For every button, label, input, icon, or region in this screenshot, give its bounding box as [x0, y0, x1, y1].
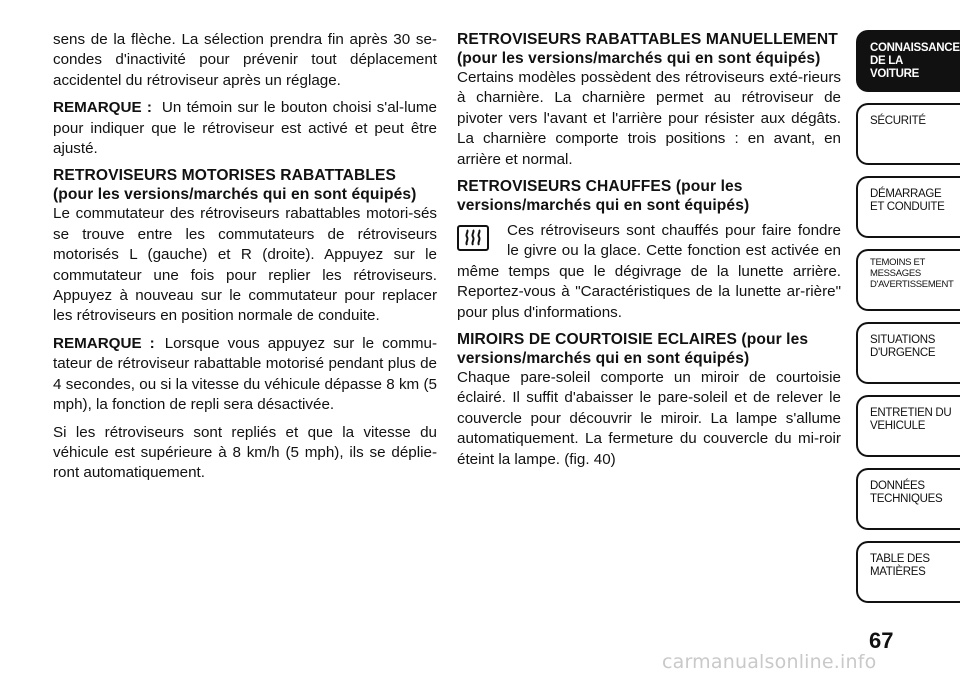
paragraph: Certains modèles possèdent des rétroviseurs exté-rieurs à charnière. La charnière permet au rétroviseur de pivoter vers l'avant et l'arrière pour résister aux dégâts. La charnière comporte trois positions : en avant, en arrière et normal.	[457, 69, 841, 168]
tab-demarrage[interactable]: DÉMARRAGE ET CONDUITE	[856, 176, 960, 238]
heading-qualifier: (pour les versions/marchés qui en sont équipés)	[53, 186, 417, 204]
page-number: 67	[869, 628, 894, 653]
tab-temoins[interactable]: TEMOINS ET MESSAGES D'AVERTISSEMENT	[856, 249, 960, 311]
tab-table[interactable]: TABLE DES MATIÈRES	[856, 541, 960, 603]
tab-connaissance[interactable]: CONNAISSANCE DE LA VOITURE	[856, 30, 960, 92]
paragraph-text: Ces rétroviseurs sont chauffés pour faire fondre le givre ou la glace. Cette fonction est activée en même temps que le dégivrage de la lunette arrière. Reportez-vous à "Caractéristiques de la lunette ar-rière" pour plus d'informations.	[457, 222, 841, 321]
paragraph: Le commutateur des rétroviseurs rabattables motori-sés se trouve entre les commutateurs de rétroviseurs motorisés L (gauche) et R (droite). Appuyez sur le commutateur une fois pour replier les rétroviseurs. Appuyez à nouveau sur le commutateur pour replacer les rétroviseurs en position normale de conduite.	[53, 205, 437, 325]
tab-situations[interactable]: SITUATIONS D'URGENCE	[856, 322, 960, 384]
section-heading	[53, 166, 437, 204]
paragraph: Chaque pare-soleil comporte un miroir de courtoisie éclairé. Il suffit d'abaisser le pare-soleil et de relever le couvercle pour découvrir le miroir. La lampe s'allume automatiquement. La fermeture du couvercle du mi-roir éteint la lampe. (fig. 40)	[457, 369, 841, 468]
paragraph-with-icon	[457, 221, 841, 323]
watermark: carmanualsonline.info	[662, 651, 877, 673]
heading-caps: MIROIRS DE COURTOISIE ECLAIRES	[457, 331, 737, 349]
note-text: Lorsque vous appuyez sur le commu-tateur de rétroviseur rabattable motorisé pendant plus de 4 secondes, ou si la vitesse du véhicule dépasse 8 km (5 mph), la fonction de repli sera désactivée.	[53, 334, 437, 414]
note-text: Un témoin sur le bouton choisi s'al-lume pour indiquer que le rétroviseur est activé et peut être ajusté.	[53, 99, 437, 158]
tab-donnees[interactable]: DONNÉES TECHNIQUES	[856, 468, 960, 530]
heading-qualifier: (pour les versions/marchés qui en sont équipés)	[457, 331, 809, 368]
left-column	[53, 30, 437, 491]
heading-caps: RETROVISEURS RABATTABLES MANUELLEMENT	[457, 31, 838, 48]
note-label: REMARQUE :	[53, 334, 155, 352]
tab-entretien[interactable]: ENTRETIEN DU VEHICULE	[856, 395, 960, 457]
paragraph: sens de la flèche. La sélection prendra fin après 30 se-condes d'inactivité pour prévenir tout déplacement accidentel du rétroviseur après un réglage.	[53, 31, 437, 89]
right-column	[457, 30, 841, 477]
note-label: REMARQUE :	[53, 99, 152, 117]
heading-qualifier: (pour les versions/marchés qui en sont équipés)	[457, 178, 750, 215]
note	[53, 98, 437, 159]
section-heading	[457, 30, 841, 68]
tab-securite[interactable]: SÉCURITÉ	[856, 103, 960, 165]
section-heading	[457, 177, 841, 215]
heated-mirror-icon	[457, 225, 501, 253]
note	[53, 334, 437, 416]
heading-caps: RETROVISEURS CHAUFFES	[457, 178, 672, 196]
paragraph: Si les rétroviseurs sont repliés et que la vitesse du véhicule est supérieure à 8 km/h (5 mph), ils se déplie-ront automatiquement.	[53, 423, 437, 482]
section-heading	[457, 330, 841, 368]
heading-caps: RETROVISEURS MOTORISES RABATTABLES	[53, 167, 397, 185]
heading-qualifier: (pour les versions/marchés qui en sont équipés)	[457, 50, 821, 67]
